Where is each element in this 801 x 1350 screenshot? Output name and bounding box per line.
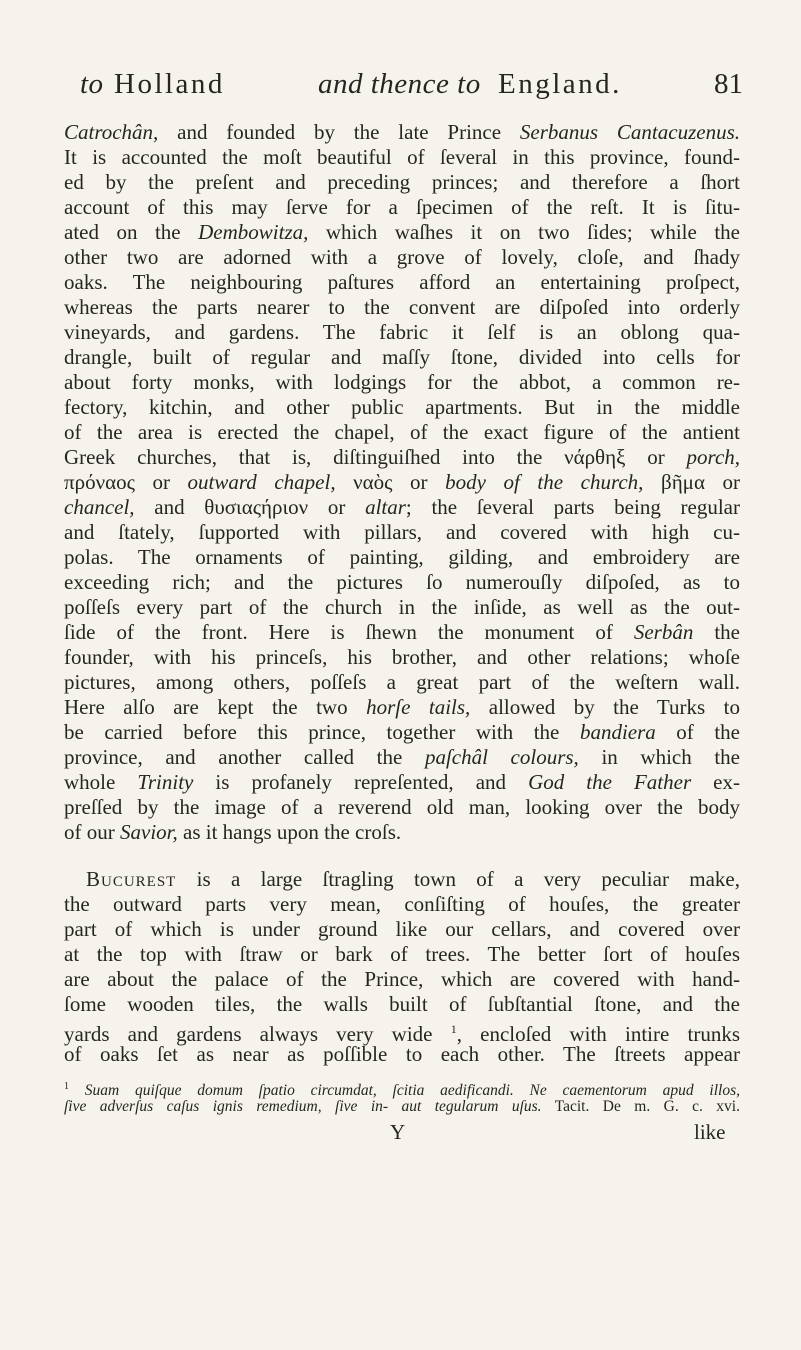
text-line: ed by the preſent and preceding princes; and therefore a ſhort (64, 170, 740, 194)
text-line: province, and another called the paſchâl colours, in which the (64, 745, 741, 769)
text-line: fectory, kitchin, and other public apartments. But in the middle (64, 395, 740, 419)
text-line: at the top with ſtraw or bark of trees. The better ſort of houſes (64, 942, 740, 966)
catchword: like (694, 1120, 726, 1144)
text-line: of the area is erected the chapel, of the exact figure of the antient (64, 420, 740, 444)
text-line: pictures, among others, poſſeſs a great part of the weſtern wall. (64, 670, 740, 694)
text-line: part of which is under ground like our cellars, and covered over (64, 917, 740, 941)
text-line: about forty monks, with lodgings for the abbot, a common re- (64, 370, 740, 394)
text-line: yards and gardens always very wide $^1$, encloſed with intire trunks (64, 1022, 740, 1046)
header-england: England. (498, 68, 622, 100)
text-line: drangle, built of regular and maſſy ſtone, divided into cells for (64, 345, 740, 369)
text-line: polas. The ornaments of painting, gilding, and embroidery are (64, 545, 740, 569)
text-line: poſſeſs every part of the church in the inſide, as well as the out- (64, 595, 740, 619)
running-header (80, 68, 750, 108)
text-line: oaks. The neighbouring paſtures afford an entertaining proſpect, (64, 270, 740, 294)
text-line: ated on the Dembowitza, which waſhes it on two ſides; while the (64, 220, 740, 244)
text-line: Bucurest is a large ſtragling town of a very peculiar make, (86, 867, 740, 891)
text-line: It is accounted the moſt beautiful of ſeveral in this province, found- (64, 145, 740, 169)
text-line: founder, with his princeſs, his brother, and other relations; whoſe (64, 645, 740, 669)
text-line: chancel, and θυσιαςήριον or altar; the ſeveral parts being regular (64, 495, 740, 519)
text-line: whereas the parts nearer to the convent are diſpoſed into orderly (64, 295, 740, 319)
text-line: other two are adorned with a grove of lovely, cloſe, and ſhady (64, 245, 740, 269)
text-line: Here alſo are kept the two horſe tails, allowed by the Turks to (64, 695, 740, 719)
text-line: ſome wooden tiles, the walls built of ſubſtantial ſtone, and the (64, 992, 740, 1016)
text-line: of our Savior, as it hangs upon the croſs. (64, 820, 402, 844)
text-line: of oaks ſet as near as poſſible to each other. The ſtreets appear (64, 1042, 740, 1066)
text-line: πρόναος or outward chapel, ναὸς or body of the church, βῆμα or (64, 470, 741, 494)
text-line: account of this may ſerve for a ſpecimen of the reſt. It is ſitu- (64, 195, 740, 219)
page-number: 81 (714, 68, 743, 100)
footnote-marker: 1 (450, 1022, 457, 1036)
text-line: the outward parts very mean, conſiſting of houſes, the greater (64, 892, 740, 916)
header-holland: Holland (114, 68, 225, 100)
text-line: vineyards, and gardens. The fabric it ſelf is an oblong qua- (64, 320, 740, 344)
footnote-line: ſive adverſus caſus ignis remedium, ſive in- aut tegularum uſus. Tacit. De m. G. c. xvi. (64, 1098, 740, 1115)
text-line: whole Trinity is profanely repreſented, and God the Father ex- (64, 770, 740, 794)
text-line: exceeding rich; and the pictures ſo numerouſly diſpoſed, as to (64, 570, 740, 594)
header-and-thence: and thence to (318, 68, 481, 100)
text-line: Catrochân, and founded by the late Prince Serbanus Cantacuzenus. (64, 120, 741, 144)
text-line: preſſed by the image of a reverend old man, looking over the body (64, 795, 740, 819)
signature-mark: Y (390, 1120, 406, 1144)
text-line: be carried before this prince, together with the bandiera of the (64, 720, 740, 744)
footnote-line: $^1$ Suam quiſque domum ſpatio circumdat, ſcitia aedificandi. Ne caementorum apud illos, (64, 1081, 740, 1100)
text-line: are about the palace of the Prince, which are covered with hand- (64, 967, 740, 991)
text-line: and ſtately, ſupported with pillars, and covered with high cu- (64, 520, 740, 544)
header-to: to (80, 68, 104, 100)
text-line: ſide of the front. Here is ſhewn the monument of Serbân the (64, 620, 741, 644)
text-line: Greek churches, that is, diſtinguiſhed into the νάρθηξ or porch, (64, 445, 741, 469)
